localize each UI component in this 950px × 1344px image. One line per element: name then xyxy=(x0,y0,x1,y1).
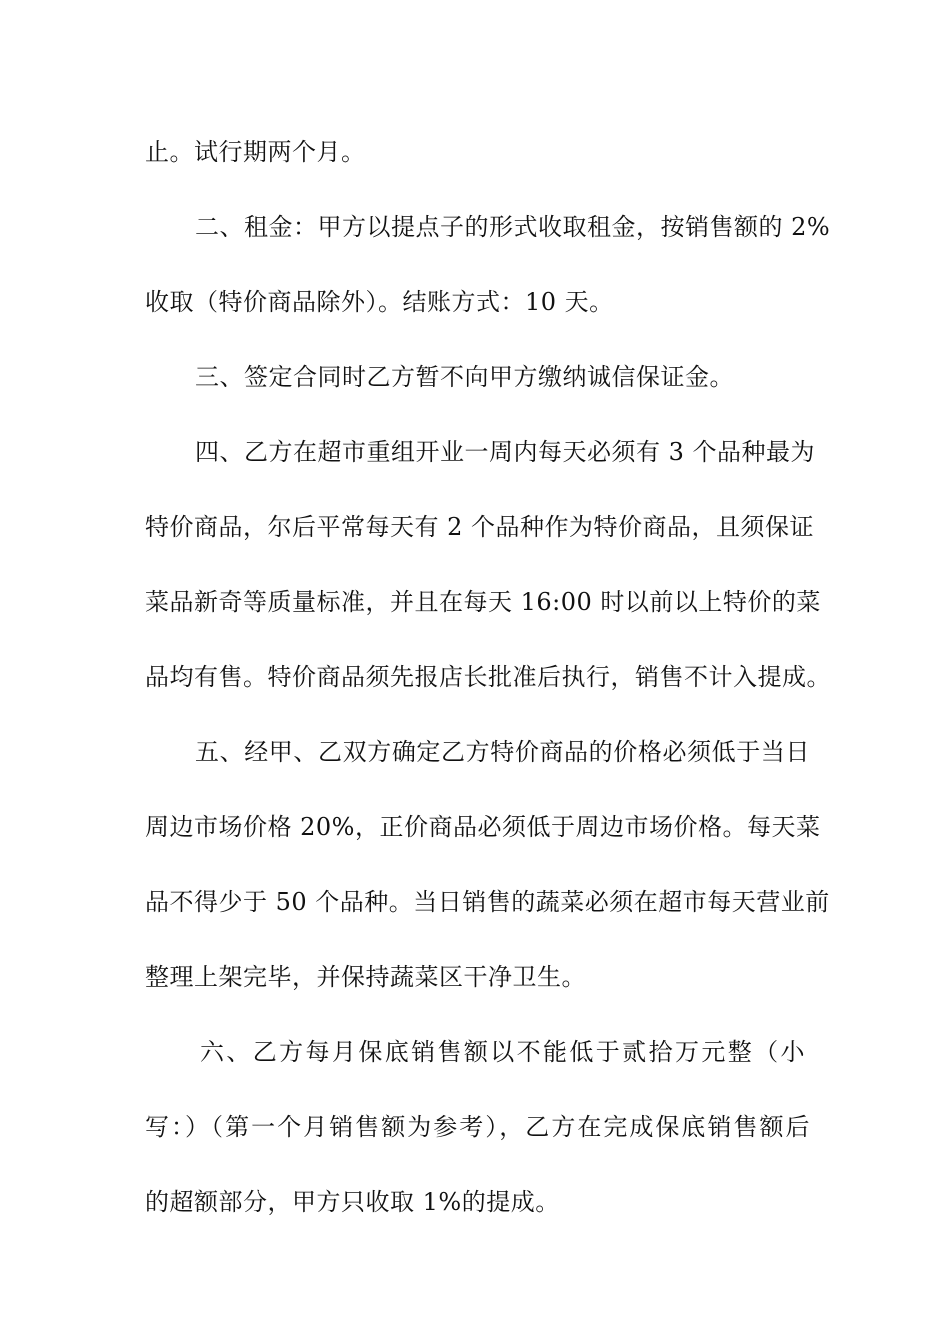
text-line: 整理上架完毕，并保持蔬菜区干净卫生。 xyxy=(145,963,586,991)
text-line: 菜品新奇等质量标准，并且在每天 16:00 时以前以上特价的菜 xyxy=(145,588,821,616)
text-line: 二、租金：甲方以提点子的形式收取租金，按销售额的 2% xyxy=(195,213,831,241)
text-line: 四、乙方在超市重组开业一周内每天必须有 3 个品种最为 xyxy=(195,438,816,466)
text-line: 止。试行期两个月。 xyxy=(145,138,366,166)
text-line: 收取（特价商品除外）。结账方式：10 天。 xyxy=(145,288,614,316)
text-line: 品不得少于 50 个品种。当日销售的蔬菜必须在超市每天营业前 xyxy=(145,888,830,916)
text-line: 写：）（第一个月销售额为参考），乙方在完成保底销售额后 xyxy=(145,1113,810,1141)
text-line: 周边市场价格 20%，正价商品必须低于周边市场价格。每天菜 xyxy=(145,813,821,841)
text-line: 五、经甲、乙双方确定乙方特价商品的价格必须低于当日 xyxy=(195,738,810,766)
text-line: 品均有售。特价商品须先报店长批准后执行，销售不计入提成。 xyxy=(145,663,831,691)
text-line: 的超额部分，甲方只收取 1%的提成。 xyxy=(145,1188,560,1216)
text-line: 六、乙方每月保底销售额以不能低于贰拾万元整（小 xyxy=(200,1038,805,1066)
text-line: 三、签定合同时乙方暂不向甲方缴纳诚信保证金。 xyxy=(195,363,734,391)
text-line: 特价商品，尔后平常每天有 2 个品种作为特价商品，且须保证 xyxy=(145,513,815,541)
